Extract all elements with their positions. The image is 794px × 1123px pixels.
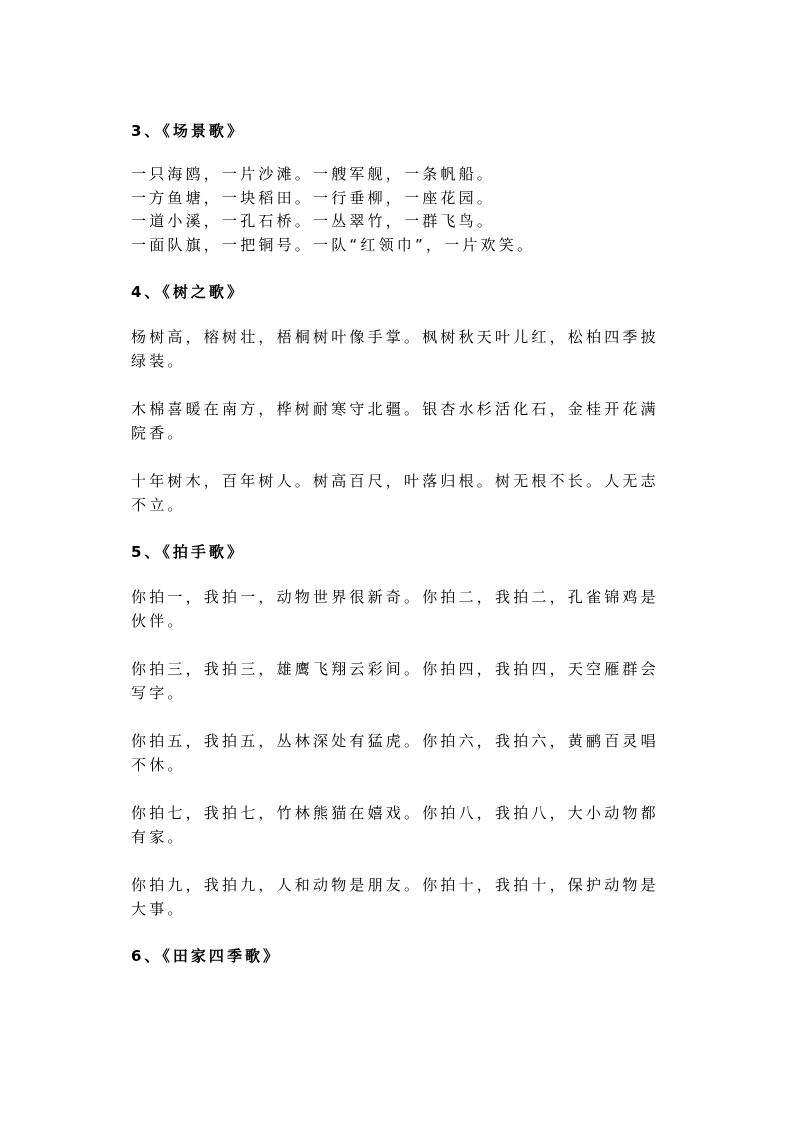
paragraph: 你拍三，我拍三，雄鹰飞翔云彩间。你拍四，我拍四，天空雁群会写字。 [131, 660, 659, 702]
section-heading-3: 3、《场景歌》 [131, 122, 245, 140]
section-heading-5: 5、《拍手歌》 [131, 543, 245, 561]
paragraph: 木棉喜暖在南方，桦树耐寒守北疆。银杏水杉活化石，金桂开花满院香。 [131, 400, 659, 442]
poem-lines-3 [131, 163, 671, 257]
paragraph: 你拍五，我拍五，丛林深处有猛虎。你拍六，我拍六，黄鹂百灵唱不休。 [131, 732, 659, 774]
section-heading-4: 4、《树之歌》 [131, 283, 245, 301]
paragraph: 你拍一，我拍一，动物世界很新奇。你拍二，我拍二，孔雀锦鸡是伙伴。 [131, 588, 659, 630]
poem-line: 一只海鸥，一片沙滩。一艘军舰，一条帆船。 [131, 165, 496, 183]
poem-line: 一方鱼塘，一块稻田。一行垂柳，一座花园。 [131, 188, 496, 207]
paragraph: 你拍七，我拍七，竹林熊猫在嬉戏。你拍八，我拍八，大小动物都有家。 [131, 804, 659, 846]
poem-line: 一面队旗，一把铜号。一队“红领巾”，一片欢笑。 [131, 235, 536, 254]
paragraph: 你拍九，我拍九，人和动物是朋友。你拍十，我拍十，保护动物是大事。 [131, 876, 659, 918]
paragraph: 十年树木，百年树人。树高百尺，叶落归根。树无根不长。人无志不立。 [131, 472, 659, 514]
poem-line: 一道小溪，一孔石桥。一丛翠竹，一群飞鸟。 [131, 212, 496, 230]
section-heading-6: 6、《田家四季歌》 [131, 947, 281, 965]
paragraph: 杨树高，榕树壮，梧桐树叶像手掌。枫树秋天叶儿红，松柏四季披绿装。 [131, 328, 659, 370]
document-body [131, 112, 671, 975]
